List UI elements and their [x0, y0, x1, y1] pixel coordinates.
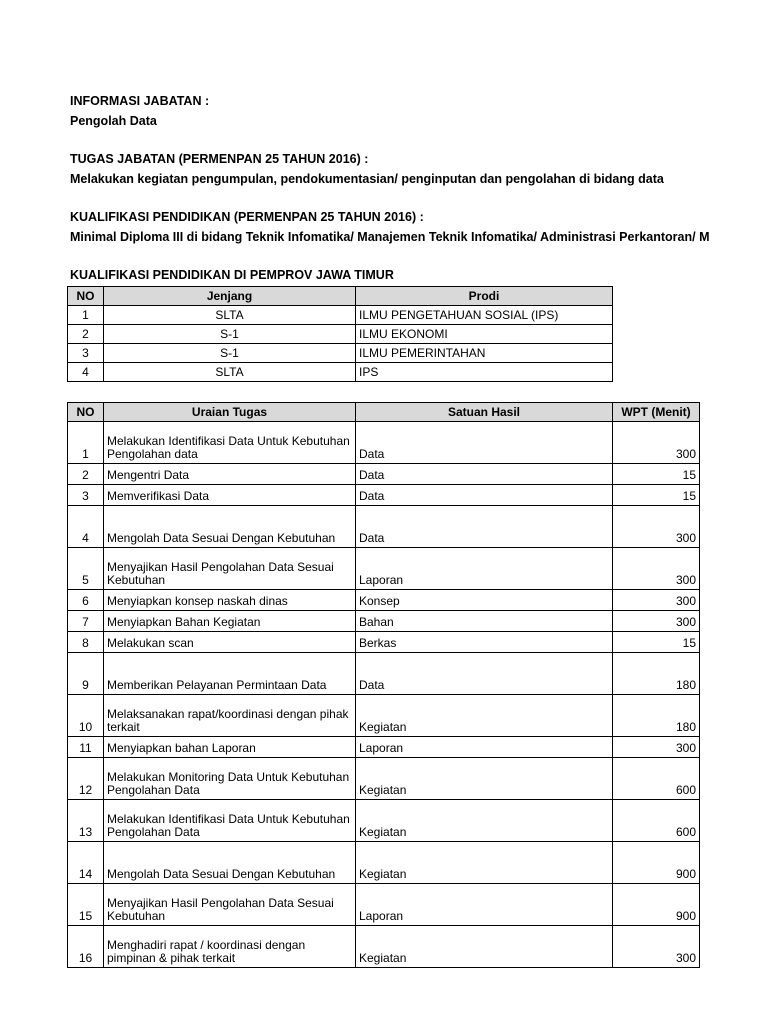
table-row [68, 422, 700, 464]
cell-uraian: Menyiapkan Bahan Kegiatan [104, 611, 356, 632]
cell-no: 11 [68, 737, 104, 758]
cell-prodi: ILMU PENGETAHUAN SOSIAL (IPS) [356, 306, 613, 325]
col-header-satuan: Satuan Hasil [356, 403, 613, 422]
table-header-row [68, 403, 700, 422]
cell-uraian: Mengolah Data Sesuai Dengan Kebutuhan [104, 842, 356, 884]
table-row [68, 758, 700, 800]
table-row [68, 884, 700, 926]
table-row [68, 800, 700, 842]
cell-satuan: Laporan [356, 737, 613, 758]
cell-no: 3 [68, 485, 104, 506]
cell-wpt: 15 [613, 464, 700, 485]
cell-uraian: Menyiapkan bahan Laporan [104, 737, 356, 758]
cell-uraian: Mengentri Data [104, 464, 356, 485]
table-row [68, 926, 700, 968]
education-table [67, 286, 613, 382]
cell-satuan: Kegiatan [356, 926, 613, 968]
cell-wpt: 900 [613, 884, 700, 926]
cell-jenjang: S-1 [104, 325, 356, 344]
cell-uraian: Menyiapkan konsep naskah dinas [104, 590, 356, 611]
col-header-no: NO [68, 287, 104, 306]
cell-satuan: Laporan [356, 548, 613, 590]
cell-no: 10 [68, 695, 104, 737]
jabatan-heading: INFORMASI JABATAN : [70, 94, 210, 108]
col-header-prodi: Prodi [356, 287, 613, 306]
cell-no: 2 [68, 325, 104, 344]
table-row [68, 842, 700, 884]
table-header-row [68, 287, 613, 306]
kualifikasi-value: Minimal Diploma III di bidang Teknik Infomatika/ Manajemen Teknik Infomatika/ Administrasi Perkantoran/ M [70, 230, 710, 244]
cell-wpt: 600 [613, 758, 700, 800]
table-row [68, 363, 613, 382]
table-row [68, 590, 700, 611]
cell-satuan: Data [356, 653, 613, 695]
cell-uraian: Memverifikasi Data [104, 485, 356, 506]
table-row [68, 632, 700, 653]
cell-wpt: 15 [613, 485, 700, 506]
cell-no: 9 [68, 653, 104, 695]
cell-no: 15 [68, 884, 104, 926]
cell-satuan: Data [356, 422, 613, 464]
cell-wpt: 180 [613, 695, 700, 737]
tugas-value: Melakukan kegiatan pengumpulan, pendokumentasian/ penginputan dan pengolahan di bidang data [70, 172, 664, 186]
cell-uraian: Menyajikan Hasil Pengolahan Data Sesuai Kebutuhan [104, 548, 356, 590]
cell-uraian: Memberikan Pelayanan Permintaan Data [104, 653, 356, 695]
table-row [68, 611, 700, 632]
cell-prodi: ILMU PEMERINTAHAN [356, 344, 613, 363]
cell-prodi: IPS [356, 363, 613, 382]
cell-wpt: 180 [613, 653, 700, 695]
cell-satuan: Berkas [356, 632, 613, 653]
table-row [68, 506, 700, 548]
cell-satuan: Konsep [356, 590, 613, 611]
cell-uraian: Menyajikan Hasil Pengolahan Data Sesuai Kebutuhan [104, 884, 356, 926]
cell-wpt: 300 [613, 590, 700, 611]
cell-jenjang: S-1 [104, 344, 356, 363]
cell-wpt: 300 [613, 548, 700, 590]
table-row [68, 344, 613, 363]
cell-no: 4 [68, 506, 104, 548]
cell-wpt: 600 [613, 800, 700, 842]
cell-no: 14 [68, 842, 104, 884]
table-row [68, 737, 700, 758]
col-header-wpt: WPT (Menit) [613, 403, 700, 422]
cell-satuan: Kegiatan [356, 758, 613, 800]
table-row [68, 464, 700, 485]
pemprov-heading: KUALIFIKASI PENDIDIKAN DI PEMPROV JAWA TIMUR [70, 268, 394, 282]
cell-satuan: Laporan [356, 884, 613, 926]
cell-no: 7 [68, 611, 104, 632]
cell-uraian: Mengolah Data Sesuai Dengan Kebutuhan [104, 506, 356, 548]
task-table [67, 402, 700, 968]
cell-prodi: ILMU EKONOMI [356, 325, 613, 344]
tugas-heading: TUGAS JABATAN (PERMENPAN 25 TAHUN 2016) : [70, 152, 369, 166]
kualifikasi-heading: KUALIFIKASI PENDIDIKAN (PERMENPAN 25 TAHUN 2016) : [70, 210, 424, 224]
cell-no: 6 [68, 590, 104, 611]
cell-wpt: 900 [613, 842, 700, 884]
cell-no: 12 [68, 758, 104, 800]
cell-wpt: 300 [613, 506, 700, 548]
cell-uraian: Melakukan Monitoring Data Untuk Kebutuhan Pengolahan Data [104, 758, 356, 800]
cell-uraian: Melakukan scan [104, 632, 356, 653]
cell-wpt: 300 [613, 737, 700, 758]
cell-no: 8 [68, 632, 104, 653]
cell-no: 16 [68, 926, 104, 968]
cell-wpt: 15 [613, 632, 700, 653]
table-row [68, 306, 613, 325]
col-header-jenjang: Jenjang [104, 287, 356, 306]
cell-satuan: Bahan [356, 611, 613, 632]
cell-uraian: Melakukan Identifikasi Data Untuk Kebutuhan Pengolahan data [104, 422, 356, 464]
cell-satuan: Data [356, 464, 613, 485]
cell-wpt: 300 [613, 926, 700, 968]
cell-no: 3 [68, 344, 104, 363]
cell-no: 5 [68, 548, 104, 590]
cell-uraian: Melakukan Identifikasi Data Untuk Kebutuhan Pengolahan Data [104, 800, 356, 842]
cell-satuan: Kegiatan [356, 842, 613, 884]
jabatan-value: Pengolah Data [70, 114, 157, 128]
cell-satuan: Data [356, 506, 613, 548]
table-row [68, 695, 700, 737]
table-row [68, 548, 700, 590]
cell-no: 1 [68, 306, 104, 325]
cell-satuan: Kegiatan [356, 800, 613, 842]
cell-no: 1 [68, 422, 104, 464]
cell-jenjang: SLTA [104, 306, 356, 325]
table-row [68, 653, 700, 695]
col-header-no: NO [68, 403, 104, 422]
cell-no: 2 [68, 464, 104, 485]
cell-no: 13 [68, 800, 104, 842]
cell-wpt: 300 [613, 422, 700, 464]
cell-uraian: Melaksanakan rapat/koordinasi dengan pihak terkait [104, 695, 356, 737]
cell-uraian: Menghadiri rapat / koordinasi dengan pimpinan & pihak terkait [104, 926, 356, 968]
cell-wpt: 300 [613, 611, 700, 632]
cell-jenjang: SLTA [104, 363, 356, 382]
table-row [68, 325, 613, 344]
table-row [68, 485, 700, 506]
cell-satuan: Data [356, 485, 613, 506]
cell-no: 4 [68, 363, 104, 382]
cell-satuan: Kegiatan [356, 695, 613, 737]
col-header-uraian: Uraian Tugas [104, 403, 356, 422]
